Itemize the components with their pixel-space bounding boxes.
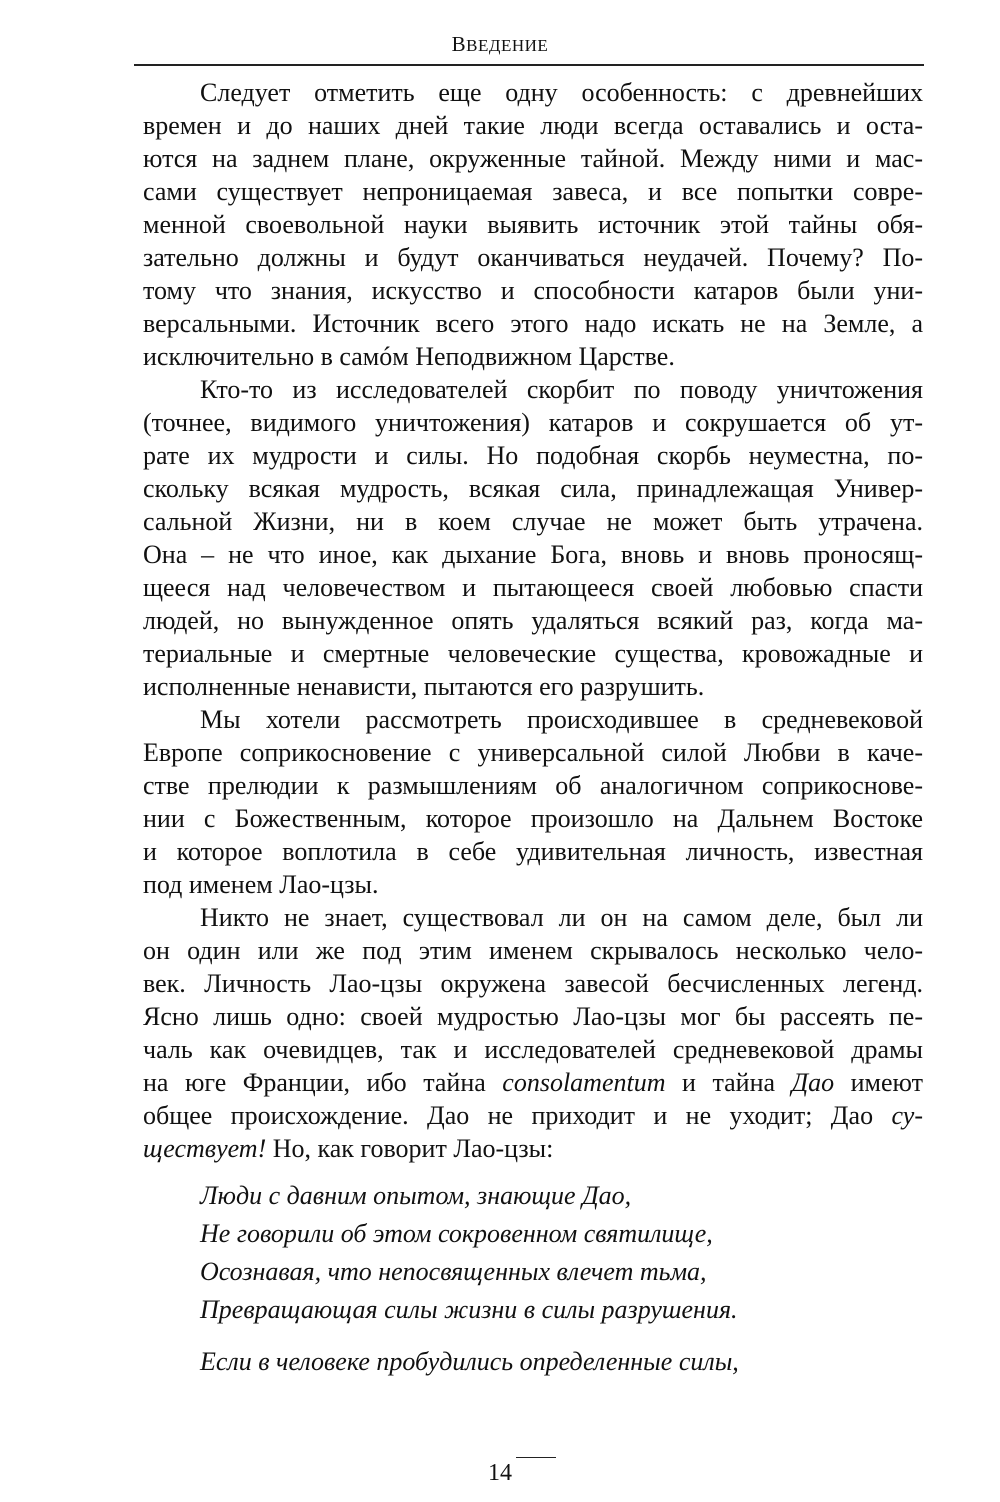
text-line: Никто не знает, существовал ли он на самом деле, был ли bbox=[200, 903, 923, 932]
poem-line: Превращающая силы жизни в силы разрушения. bbox=[200, 1295, 738, 1324]
text-line bbox=[143, 1132, 923, 1165]
text-segment: и тайна bbox=[665, 1068, 792, 1097]
text-line bbox=[143, 1099, 923, 1132]
page-number-rule bbox=[516, 1457, 556, 1458]
running-header bbox=[0, 32, 1000, 57]
text-segment: на юге Франции, ибо тайна bbox=[143, 1068, 503, 1097]
italic-segment: су- bbox=[891, 1101, 923, 1130]
poem-quote bbox=[200, 1177, 920, 1381]
text-line: рате их мудрости и силы. Но подобная скорбь неуместна, по- bbox=[143, 441, 923, 470]
text-segment: имеют bbox=[834, 1068, 923, 1097]
text-line: и которое воплотила в себе удивительная личность, известная bbox=[143, 837, 923, 866]
text-line: исключительно в самóм Неподвижном Царстве. bbox=[143, 342, 675, 371]
text-line: стве прелюдии к размышлениям об аналогичном соприкоснове- bbox=[143, 771, 923, 800]
text-line: Она – не что иное, как дыхание Бога, вновь и вновь проносящ- bbox=[143, 540, 923, 569]
text-line: он один или же под этим именем скрывалось несколько чело- bbox=[143, 936, 923, 965]
text-line: Кто-то из исследователей скорбит по поводу уничтожения bbox=[200, 375, 923, 404]
text-line: скольку всякая мудрость, всякая сила, принадлежащая Универ- bbox=[143, 474, 923, 503]
header-initial: В bbox=[451, 32, 467, 56]
stanza-gap bbox=[200, 1329, 920, 1343]
text-segment: Но, как говорит Лао-цзы: bbox=[266, 1134, 554, 1163]
text-line: тому что знания, искусство и способности катаров были уни- bbox=[143, 276, 923, 305]
text-line: под именем Лао-цзы. bbox=[143, 870, 379, 899]
text-line: Следует отметить еще одну особенность: с древнейших bbox=[200, 78, 923, 107]
text-line: исполненные ненависти, пытаются его разрушить. bbox=[143, 672, 705, 701]
header-rule bbox=[134, 64, 924, 66]
text-line: зательно должны и будут оканчиваться неудачей. Почему? По- bbox=[143, 243, 923, 272]
text-line: нии с Божественным, которое произошло на Дальнем Востоке bbox=[143, 804, 923, 833]
text-line bbox=[143, 1066, 923, 1099]
poem-line: Если в человеке пробудились определенные силы, bbox=[200, 1347, 739, 1376]
text-line: людей, но вынужденное опять удаляться всякий раз, когда ма- bbox=[143, 606, 923, 635]
text-line: Европе соприкосновение с универсальной силой Любви в каче- bbox=[143, 738, 923, 767]
text-line: териальные и смертные человеческие существа, кровожадные и bbox=[143, 639, 923, 668]
text-line: (точнее, видимого уничтожения) катаров и сокрушается об ут- bbox=[143, 408, 923, 437]
text-line: Мы хотели рассмотреть происходившее в средневековой bbox=[200, 705, 923, 734]
text-line: версальными. Источник всего этого надо искать не на Земле, а bbox=[143, 309, 923, 338]
text-line: сальной Жизни, ни в коем случае не может быть утрачена. bbox=[143, 507, 923, 536]
text-line: чаль как очевидцев, так и исследователей средневековой драмы bbox=[143, 1035, 923, 1064]
italic-segment: consolamentum bbox=[502, 1068, 666, 1097]
poem-line: Люди с давним опытом, знающие Дао, bbox=[200, 1181, 632, 1210]
text-line: щееся над человечеством и пытающееся своей любовью спасти bbox=[143, 573, 923, 602]
italic-segment: ществует! bbox=[143, 1134, 267, 1163]
text-line: век. Личность Лао-цзы окружена завесой бесчисленных легенд. bbox=[143, 969, 923, 998]
text-segment: общее происхождение. Дао не приходит и не уходит; Дао bbox=[143, 1101, 892, 1130]
header-rest: ВЕДЕНИЕ bbox=[466, 36, 549, 55]
body-text bbox=[143, 76, 923, 1165]
page-number: 14 bbox=[488, 1460, 512, 1486]
poem-line: Осознавая, что непосвященных влечет тьма, bbox=[200, 1257, 707, 1286]
italic-segment: Дао bbox=[791, 1068, 835, 1097]
text-line: времен и до наших дней такие люди всегда оставались и оста- bbox=[143, 111, 923, 140]
text-line: сами существует непроницаемая завеса, и все попытки совре- bbox=[143, 177, 923, 206]
text-line: ются на заднем плане, окруженные тайной. Между ними и мас- bbox=[143, 144, 923, 173]
text-line: менной своевольной науки выявить источник этой тайны обя- bbox=[143, 210, 923, 239]
poem-line: Не говорили об этом сокровенном святилище, bbox=[200, 1219, 713, 1248]
text-line: Ясно лишь одно: своей мудростью Лао-цзы мог бы рассеять пе- bbox=[143, 1002, 923, 1031]
